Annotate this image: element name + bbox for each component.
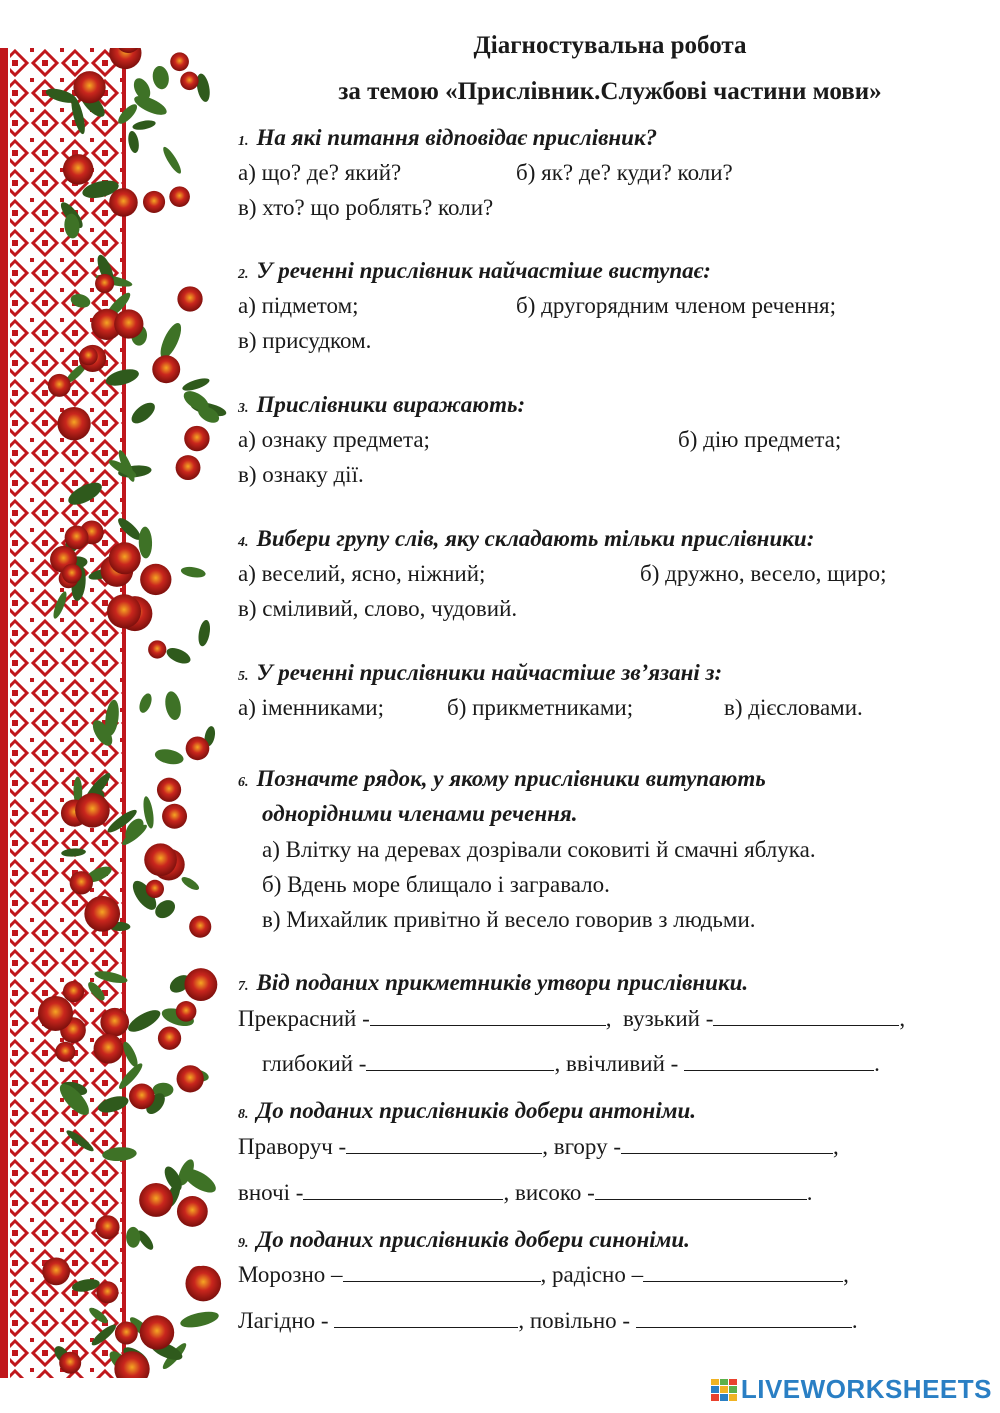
marigold-flower [75, 793, 110, 828]
marigold-flower [184, 426, 209, 451]
question-9-row-2: Лагідно - , повільно - . [238, 1308, 858, 1333]
question-1: 1. На які питання відповідає прислівник? [238, 125, 658, 150]
marigold-flower [57, 407, 90, 440]
marigold-flower [177, 286, 202, 311]
word-label: ввічливий - [565, 1051, 679, 1076]
word-label: Морозно – [238, 1262, 343, 1287]
leaf-decoration [142, 796, 156, 830]
leaf-decoration [163, 690, 183, 721]
question-4-option-a[interactable]: а) веселий, ясно, ніжний; [238, 561, 486, 586]
word-label: вгору - [553, 1134, 622, 1159]
marigold-flower [73, 71, 105, 103]
worksheet-subtitle: за темою «Прислівник.Службові частини мови» [338, 78, 882, 105]
answer-blank[interactable] [370, 1007, 606, 1026]
marigold-flower [170, 52, 189, 71]
marigold-flower [157, 778, 181, 802]
marigold-flower [146, 880, 164, 898]
word-label: радісно – [552, 1262, 644, 1287]
marigold-flower [70, 871, 93, 894]
answer-blank[interactable] [713, 1007, 899, 1026]
leaf-decoration [138, 527, 152, 559]
marigold-flower [63, 154, 94, 185]
question-7-row-2: глибокий - , ввічливий - . [262, 1051, 880, 1076]
marigold-flower [162, 804, 187, 829]
word-label: повільно - [529, 1308, 631, 1333]
answer-blank[interactable] [636, 1309, 852, 1328]
answer-blank[interactable] [643, 1263, 843, 1282]
leaf-decoration [151, 65, 171, 91]
marigold-flower [115, 1322, 138, 1345]
marigold-flower [63, 981, 84, 1002]
marigold-flower [180, 72, 198, 90]
marigold-flower [158, 1027, 181, 1050]
marigold-flower [42, 1257, 70, 1285]
leaf-decoration [152, 896, 179, 921]
leaf-decoration [180, 875, 201, 893]
marigold-flower [84, 896, 120, 932]
answer-blank[interactable] [684, 1052, 874, 1071]
question-6-option-a[interactable]: а) Влітку на деревах дозрівали соковиті й смачні яблука. [262, 837, 816, 862]
marigold-flower [139, 1183, 173, 1217]
leaf-decoration [160, 145, 183, 176]
question-1-option-c[interactable]: в) хто? що роблять? коли? [238, 195, 494, 220]
leaf-decoration [154, 747, 185, 767]
question-8: 8. До поданих прислівників добери антоніми. [238, 1098, 697, 1123]
marigold-flower [79, 347, 98, 366]
marigold-flower [55, 1042, 75, 1062]
marigold-flower [169, 186, 190, 207]
marigold-flower [109, 188, 138, 217]
question-5-option-c[interactable]: в) дієсловами. [724, 695, 863, 720]
word-label: Праворуч - [238, 1134, 347, 1159]
marigold-flower [148, 640, 166, 658]
leaf-decoration [197, 619, 212, 647]
question-6-text-cont: однорідними членами речення. [262, 801, 578, 826]
marigold-flower [59, 1352, 81, 1374]
liveworksheets-logo-icon [711, 1379, 737, 1401]
leaf-decoration [132, 119, 157, 132]
answer-blank[interactable] [343, 1263, 541, 1282]
leaf-decoration [128, 399, 158, 427]
question-1-option-a[interactable]: а) що? де? який? [238, 160, 402, 185]
answer-blank[interactable] [621, 1135, 833, 1154]
question-4-option-c[interactable]: в) сміливий, слово, чудовий. [238, 596, 518, 621]
word-label: високо - [514, 1180, 595, 1205]
word-label: вузький - [623, 1006, 714, 1031]
marigold-flower [177, 1196, 208, 1227]
leaf-decoration [137, 692, 154, 715]
marigold-flower [65, 525, 89, 549]
question-6-option-b[interactable]: б) Вдень море блищало і загравало. [262, 872, 610, 897]
leaf-decoration [127, 130, 141, 154]
question-4: 4. Вибери групу слів, яку складають тільки прислівники: [238, 526, 815, 551]
leaf-decoration [181, 376, 211, 393]
marigold-flower [95, 274, 114, 293]
marigold-flower [152, 355, 180, 383]
leaf-decoration [179, 1309, 220, 1331]
question-3-option-c[interactable]: в) ознаку дії. [238, 462, 364, 487]
question-2-option-a[interactable]: а) підметом; [238, 293, 359, 318]
question-9: 9. До поданих прислівників добери синоніми. [238, 1227, 690, 1252]
marigold-flower [38, 996, 73, 1031]
leaf-decoration [125, 1006, 163, 1036]
question-5-option-b[interactable]: б) прикметниками; [447, 695, 634, 720]
question-1-option-b[interactable]: б) як? де? куди? коли? [516, 160, 733, 185]
marigold-flower [186, 737, 210, 761]
word-label: Прекрасний - [238, 1006, 370, 1031]
marigold-flower [109, 542, 141, 574]
question-8-row-2: вночі - , високо - . [238, 1180, 813, 1205]
marigold-flower [114, 309, 143, 338]
marigold-flower [140, 564, 171, 595]
marigold-flower [189, 916, 211, 938]
question-2: 2. У реченні прислівник найчастіше виступає: [238, 258, 711, 283]
question-8-row-1: Праворуч - , вгору - , [238, 1134, 839, 1159]
leaf-decoration [132, 92, 169, 119]
question-4-option-b[interactable]: б) дружно, весело, щиро; [640, 561, 887, 586]
word-label: Лагідно - [238, 1308, 329, 1333]
worksheet-title: Діагностувальна робота [473, 32, 747, 59]
answer-blank[interactable] [595, 1181, 807, 1200]
marigold-flower [96, 1215, 120, 1239]
answer-blank[interactable] [334, 1309, 518, 1328]
question-3: 3. Прислівники виражають: [238, 392, 526, 417]
marigold-flower [94, 1034, 124, 1064]
marigold-flower [184, 968, 217, 1001]
leaf-decoration [180, 565, 206, 579]
leaf-decoration [156, 320, 185, 361]
word-label: глибокий - [262, 1051, 367, 1076]
marigold-flower [96, 1281, 118, 1303]
marigold-flower [140, 1315, 174, 1349]
leaf-decoration [126, 1227, 141, 1248]
word-label: вночі - [238, 1180, 304, 1205]
logo-text: LIVEWORKSHEETS [740, 1374, 992, 1404]
question-2-option-b[interactable]: б) другорядним членом речення; [516, 293, 837, 318]
marigold-flower [129, 1083, 155, 1109]
question-6: 6. Позначте рядок, у якому прислівники витупають [238, 766, 766, 791]
question-7: 7. Від поданих прикметників утвори прислівники. [238, 970, 749, 995]
liveworksheets-logo [711, 1374, 992, 1405]
marigold-flower [176, 1001, 197, 1022]
marigold-flower [107, 594, 141, 628]
marigold-flower [62, 564, 82, 584]
answer-blank[interactable] [303, 1181, 503, 1200]
marigold-flower [185, 1266, 221, 1302]
question-5: 5. У реченні прислівники найчастіше зв’язані з: [238, 660, 723, 685]
answer-blank[interactable] [366, 1052, 554, 1071]
marigold-flower [176, 455, 201, 480]
question-5-option-a[interactable]: а) іменниками; [238, 695, 384, 720]
question-2-option-c[interactable]: в) присудком. [238, 328, 372, 353]
marigold-flower [100, 1008, 129, 1037]
question-3-option-b[interactable]: б) дію предмета; [678, 427, 842, 452]
embroidery-flower-border [0, 48, 235, 1378]
marigold-flower [48, 374, 71, 397]
question-7-row-1: Прекрасний - , вузький - , [238, 1006, 906, 1031]
question-6-option-c[interactable]: в) Михайлик привітно й весело говорив з людьми. [262, 907, 756, 932]
answer-blank[interactable] [346, 1135, 542, 1154]
marigold-flower [143, 191, 165, 213]
question-3-option-a[interactable]: а) ознаку предмета; [238, 427, 430, 452]
marigold-flower [144, 843, 177, 876]
question-9-row-1: Морозно – , радісно – , [238, 1262, 849, 1287]
leaf-decoration [164, 645, 192, 667]
marigold-flower [177, 1065, 204, 1092]
